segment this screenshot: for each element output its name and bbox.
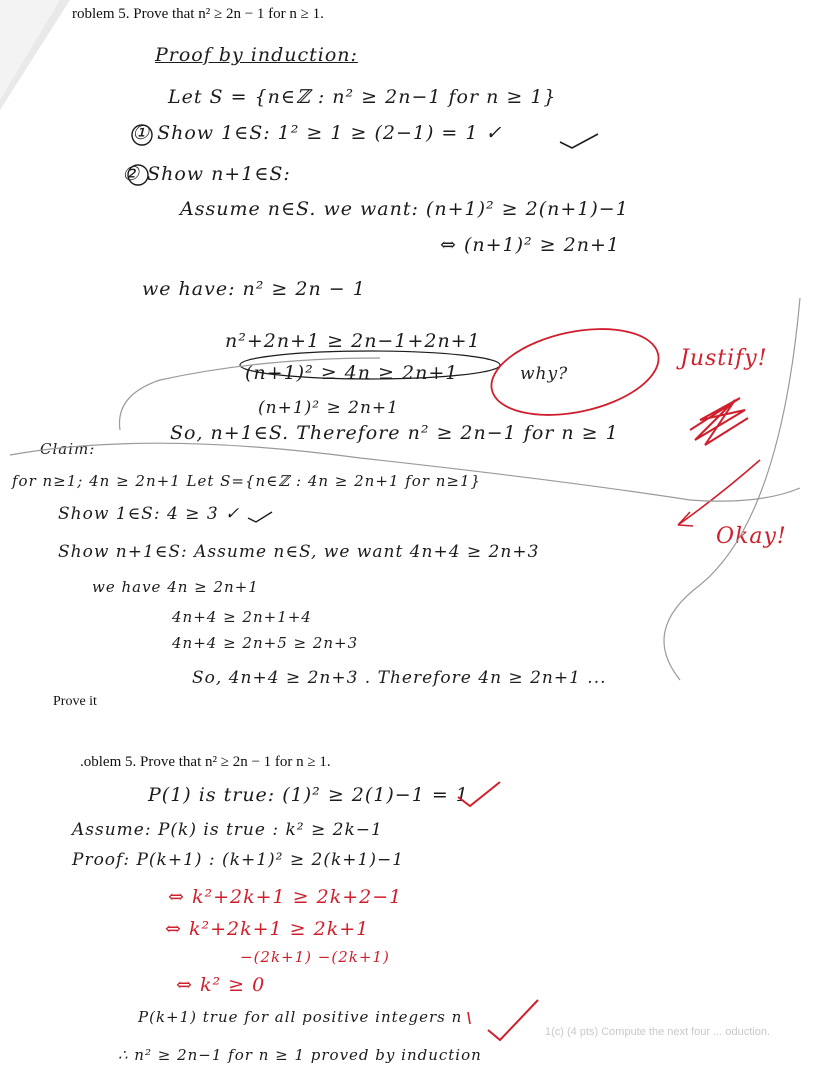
hw-line-2: Let S = {n∈ℤ : n² ≥ 2n−1 for n ≥ 1}: [168, 86, 557, 108]
hw-line-11: So, n+1∈S. Therefore n² ≥ 2n−1 for n ≥ 1: [170, 422, 619, 444]
hw-line-10: (n+1)² ≥ 2n+1: [258, 398, 399, 418]
hw-line-9: (n+1)² ≥ 4n ≥ 2n+1: [245, 362, 459, 384]
hw-line-5: Assume n∈S. we want: (n+1)² ≥ 2(n+1)−1: [180, 198, 629, 220]
hw-line-3: ① Show 1∈S: 1² ≥ 1 ≥ (2−1) = 1 ✓: [132, 122, 503, 144]
prove-it-label: Prove it: [53, 694, 97, 709]
hw-line-15: Show n+1∈S: Assume n∈S, we want 4n+4 ≥ 2n+3: [58, 542, 540, 562]
red-scribble: [690, 398, 748, 445]
hw-line-8: n²+2n+1 ≥ 2n−1+2n+1: [225, 330, 481, 352]
hw2-line-1: P(1) is true: (1)² ≥ 2(1)−1 = 1: [148, 784, 469, 806]
hw2-line-8: P(k+1) true for all positive integers n: [138, 1008, 463, 1026]
hw-line-12: Claim:: [40, 440, 96, 458]
hw2-line-9: ∴ n² ≥ 2n−1 for n ≥ 1 proved by induction: [118, 1046, 482, 1064]
problem-statement-2: .oblem 5. Prove that n² ≥ 2n − 1 for n ≥ 1.: [80, 754, 331, 770]
hw-line-16: we have 4n ≥ 2n+1: [92, 578, 259, 596]
hw2-line-7: ⇔ k² ≥ 0: [176, 974, 266, 996]
hw-line-13: for n≥1; 4n ≥ 2n+1 Let S={n∈ℤ : 4n ≥ 2n+1 for n≥1}: [12, 472, 482, 490]
bleed-through-text: 1(c) (4 pts) Compute the next four ... oduction.: [545, 1026, 770, 1038]
red-check-2: [488, 1000, 538, 1040]
problem-statement-1: roblem 5. Prove that n² ≥ 2n − 1 for n ≥ 1.: [72, 6, 324, 22]
okay-note: Okay!: [716, 524, 787, 549]
why-note: why?: [520, 364, 569, 384]
hw-line-17: 4n+4 ≥ 2n+1+4: [172, 608, 312, 626]
hw2-line-4: ⇔ k²+2k+1 ≥ 2k+2−1: [168, 886, 403, 908]
hw-line-1: Proof by induction:: [155, 44, 358, 66]
hw-line-4: ② Show n+1∈S:: [122, 163, 291, 185]
why-red-ellipse: [484, 315, 667, 429]
hw2-line-5: ⇔ k²+2k+1 ≥ 2k+1: [165, 918, 370, 940]
red-arrow: [678, 460, 760, 525]
red-arrowhead: [678, 512, 693, 526]
red-tick: [468, 1012, 470, 1024]
check-mark-claim: [248, 512, 272, 522]
hw2-line-3: Proof: P(k+1) : (k+1)² ≥ 2(k+1)−1: [72, 850, 405, 870]
folded-corner: [0, 0, 70, 110]
hw-line-19: So, 4n+4 ≥ 2n+3 . Therefore 4n ≥ 2n+1 ...: [192, 668, 607, 688]
hw2-line-2: Assume: P(k) is true : k² ≥ 2k−1: [72, 820, 383, 840]
check-mark-1: [560, 134, 598, 148]
hw2-line-6: −(2k+1) −(2k+1): [240, 948, 390, 966]
hw-line-6: ⇔ (n+1)² ≥ 2n+1: [440, 234, 620, 256]
hw-line-14: Show 1∈S: 4 ≥ 3 ✓: [58, 504, 241, 524]
hw-line-18: 4n+4 ≥ 2n+5 ≥ 2n+3: [172, 634, 359, 652]
hw-line-7: we have: n² ≥ 2n − 1: [142, 278, 366, 300]
justify-note: Justify!: [680, 346, 768, 371]
